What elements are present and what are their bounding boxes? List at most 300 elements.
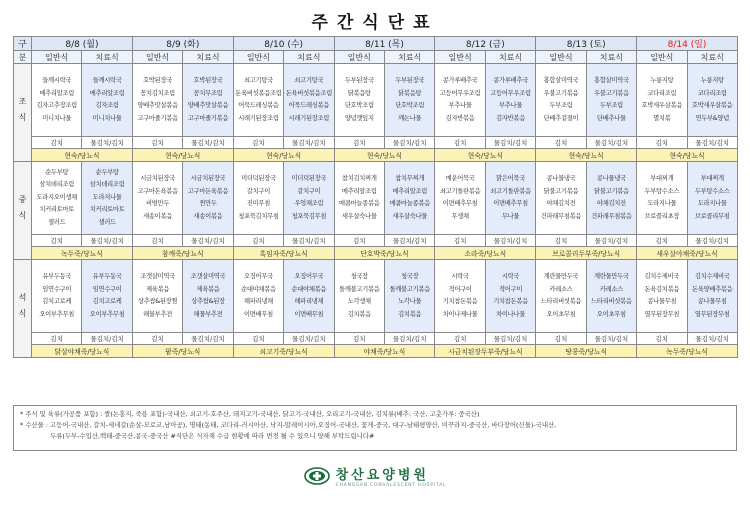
menu-cell-general — [536, 64, 586, 137]
menu-item: 김자반볶음 — [496, 114, 525, 122]
kimchi-special: 물김치/김치 — [687, 333, 737, 345]
menu-cell-general — [233, 162, 283, 235]
kimchi-special: 물김치/김치 — [687, 137, 737, 149]
menu-item: 김자반볶음 — [445, 114, 475, 122]
menu-item: 차이나나물 — [496, 310, 525, 318]
kimchi-special: 물김치/김치 — [82, 235, 132, 247]
menu-cell-general — [132, 162, 182, 235]
menu-item: 시래기된장조림 — [288, 114, 330, 122]
menu-item: 김치볶음 — [398, 310, 422, 318]
porridge-cell: 현숙/당뇨식 — [32, 149, 133, 162]
menu-item: 쇠고기돌판볶음 — [439, 187, 481, 195]
menu-item: 김치고로케 — [92, 298, 122, 305]
menu-item: 카레소스 — [599, 285, 623, 293]
meal-label-text: 석식 — [18, 292, 27, 325]
kimchi-special: 물김치/김치 — [384, 235, 434, 247]
menu-item: 오징어무국 — [243, 273, 273, 280]
menu-item: 메추리알조림 — [341, 187, 377, 195]
menu-item: 카레소스 — [549, 285, 573, 293]
menu-item: 노각나물 — [398, 298, 422, 305]
menu-item: 노각생채 — [347, 298, 371, 305]
diet-type-special: 치료식 — [687, 51, 737, 64]
kimchi-general: 김치 — [334, 235, 384, 247]
menu-item: 브로콜리무침 — [694, 212, 730, 220]
menu-cell-general — [334, 162, 384, 235]
kimchi-row — [14, 235, 738, 247]
menu-cell-general — [32, 64, 82, 137]
diet-type-general: 일반식 — [637, 51, 687, 64]
menu-item: 콩나물무침 — [647, 298, 677, 305]
diet-type-special: 치료식 — [284, 51, 334, 64]
kimchi-special: 물김치/김치 — [485, 333, 535, 345]
menu-item: 쇠고기돌판볶음 — [490, 187, 531, 195]
menu-item: 홍합살미역국 — [543, 77, 579, 84]
menu-item: 우불고기볶음 — [594, 89, 629, 97]
menu-cell-general — [435, 260, 485, 333]
menu-item: 해파리냉채 — [294, 298, 324, 305]
porridge-cell: 쇠고기죽/당뇨식 — [233, 345, 334, 358]
menu-item: 새송이볶음 — [193, 212, 223, 220]
menu-item: 오이초무침 — [596, 310, 626, 318]
origin-notes — [13, 405, 737, 451]
menu-item: 유부두동국 — [92, 273, 122, 280]
menu-item: 매콤마늘종볶음 — [339, 200, 380, 207]
diet-type-special: 치료식 — [485, 51, 535, 64]
menu-item: 시래기된장조림 — [238, 114, 279, 122]
menu-item: 고등어무우조림 — [439, 89, 481, 97]
menu-item: 김자고추장조림 — [36, 102, 77, 109]
menu-item: 새우살숙나물 — [341, 212, 377, 220]
menu-item: 쇠고기탕국 — [243, 77, 273, 84]
menu-item: 단호박조림 — [395, 102, 425, 109]
menu-cell-special — [384, 260, 434, 333]
menu-item: 도라지나물 — [647, 200, 677, 207]
menu-item: 차이나제나물 — [442, 310, 478, 318]
porridge-cell: 새우살야채죽/당뇨식 — [637, 247, 738, 260]
menu-item: 닭불고기볶음 — [594, 187, 629, 195]
kimchi-special: 물김치/김치 — [284, 137, 334, 149]
menu-cell-special — [586, 260, 636, 333]
porridge-cell: 녹두죽/당뇨식 — [32, 247, 133, 260]
menu-item: 건파래무침볶음 — [591, 212, 632, 220]
menu-item: 상추쌈&된장 — [191, 298, 225, 305]
day-weekday: (월) — [82, 40, 99, 50]
hospital-logo-icon — [304, 467, 330, 485]
menu-item: 해파리냉채 — [243, 298, 273, 305]
menu-item: 무나물 — [501, 212, 520, 220]
menu-item: 우불고기볶음 — [543, 89, 579, 97]
menu-item: 진미무침 — [246, 200, 270, 207]
menu-item: 청국장 — [401, 273, 419, 280]
menu-item: 임연수구이 — [42, 285, 72, 293]
menu-item: 이면배추무침 — [493, 200, 528, 207]
menu-item: 청국장 — [350, 273, 368, 280]
menu-item: 부추나물 — [498, 102, 523, 109]
menu-cell-special — [687, 162, 737, 235]
menu-item: 호박된장국 — [143, 77, 173, 84]
kimchi-general: 김치 — [435, 333, 485, 345]
menu-item: 청포묵김무침 — [291, 212, 327, 220]
menu-cell-special — [284, 64, 334, 137]
kimchi-general: 김치 — [334, 137, 384, 149]
day-date: 8/11 — [365, 40, 386, 50]
menu-item: 기치참돈볶음 — [493, 298, 528, 305]
menu-cell-special — [384, 64, 434, 137]
menu-cell-special — [384, 162, 434, 235]
meal-label-text: 중식 — [18, 194, 27, 227]
kimchi-row — [14, 137, 738, 149]
diet-type-special: 치료식 — [183, 51, 233, 64]
meal-label — [14, 162, 32, 260]
menu-item: 시금치된장국 — [140, 175, 175, 182]
diet-type-general: 일반식 — [435, 51, 485, 64]
menu-item: 두부된장국 — [395, 77, 425, 84]
menu-item: 돌깨불고기볶음 — [389, 285, 430, 293]
menu-item: 순두부탕 — [95, 168, 119, 176]
day-header — [637, 37, 738, 51]
kimchi-special: 물김치/김치 — [284, 333, 334, 345]
menu-item: 열무된장무침 — [694, 310, 730, 318]
menu-item: 우엉채조림 — [294, 200, 324, 207]
menu-item: 오이부추무침 — [39, 310, 75, 318]
menu-item: 새송이볶음 — [143, 212, 173, 220]
menu-item: 야채김치전 — [596, 200, 626, 207]
menu-item: 부추나물 — [448, 102, 472, 109]
menu-item: 두부된장국 — [344, 77, 374, 84]
day-header — [435, 37, 536, 51]
menu-item: 치커리토마토 — [89, 206, 125, 214]
menu-item: 호박된장국 — [193, 77, 223, 84]
menu-item: 미니치나물 — [92, 114, 122, 122]
menu-item: 메추리알조림 — [392, 187, 428, 195]
menu-item: 샐러드 — [98, 218, 116, 226]
porridge-cell: 브로콜리두부죽/당뇨식 — [536, 247, 637, 260]
diet-type-general: 일반식 — [132, 51, 182, 64]
diet-type-general: 일반식 — [32, 51, 82, 64]
menu-cell-special — [586, 162, 636, 235]
menu-item: 순대야채볶음 — [241, 285, 276, 293]
menu-item: 고구마줄기볶음 — [187, 114, 229, 122]
meal-items-row — [14, 162, 738, 235]
menu-item: 조갯살미역국 — [140, 273, 175, 280]
menu-item: 갈치구이 — [246, 187, 270, 195]
porridge-cell: 참깨죽/당뇨식 — [132, 247, 233, 260]
porridge-row — [14, 345, 738, 358]
menu-item: 김치고로케 — [42, 298, 72, 305]
porridge-cell: 흑임자죽/당뇨식 — [233, 247, 334, 260]
menu-cell-general — [32, 162, 82, 235]
menu-cell-special — [82, 260, 132, 333]
porridge-cell: 현숙/당뇨식 — [334, 149, 435, 162]
porridge-cell: 현숙/당뇨식 — [536, 149, 637, 162]
day-weekday: (일) — [690, 40, 707, 50]
day-weekday: (화) — [183, 40, 200, 50]
menu-item: 양배추맛살볶음 — [187, 102, 229, 109]
menu-item: 무생채 — [451, 212, 469, 220]
kimchi-special: 물김치/김치 — [485, 235, 535, 247]
menu-item: 호박새우살볶음 — [691, 102, 733, 109]
menu-cell-general — [637, 64, 687, 137]
menu-item: 이면배무침 — [294, 310, 324, 318]
menu-item: 돈육버섯볶음조림 — [285, 89, 332, 97]
menu-cell-general — [435, 162, 485, 235]
day-date: 8/14 — [667, 40, 688, 50]
menu-item: 부대찌개 — [700, 175, 724, 182]
menu-item: 건파래무침볶음 — [540, 212, 582, 220]
porridge-cell: 팥죽/당뇨식 — [132, 345, 233, 358]
diet-type-special: 치료식 — [384, 51, 434, 64]
kimchi-special: 물김치/김치 — [687, 235, 737, 247]
kimchi-special: 물김치/김치 — [82, 137, 132, 149]
menu-cell-general — [233, 64, 283, 137]
kimchi-general: 김치 — [32, 333, 82, 345]
kimchi-general: 김치 — [637, 235, 687, 247]
day-header — [536, 37, 637, 51]
porridge-cell: 녹두죽/당뇨식 — [637, 345, 738, 358]
menu-item: 야채김치전 — [546, 200, 576, 207]
menu-item: 제육볶음 — [146, 285, 170, 293]
menu-cell-special — [183, 260, 233, 333]
menu-cell-general — [132, 260, 182, 333]
kimchi-general: 김치 — [132, 137, 182, 149]
kimchi-special: 물김치/김치 — [82, 333, 132, 345]
menu-item: 매운어묵국 — [445, 175, 475, 182]
meal-items-row — [14, 260, 738, 333]
diet-type-special: 치료식 — [586, 51, 636, 64]
menu-item: 느타리버섯볶음 — [540, 298, 582, 305]
kimchi-special: 물김치/김치 — [183, 333, 233, 345]
hospital-name: 창산요양병원 — [335, 468, 429, 483]
menu-cell-special — [82, 64, 132, 137]
menu-item: 코다리조림 — [697, 89, 727, 97]
menu-cell-special — [284, 260, 334, 333]
menu-item: 조갯살미역국 — [190, 273, 226, 280]
menu-item: 이면배무침 — [243, 310, 273, 318]
menu-item: 어묵드레싱볶음 — [238, 102, 279, 109]
menu-item: 두부조림 — [599, 102, 623, 109]
kimchi-general: 김치 — [32, 235, 82, 247]
kimchi-special: 물김치/김치 — [384, 137, 434, 149]
menu-item: 양념깻잎지 — [344, 114, 374, 122]
porridge-row — [14, 247, 738, 260]
menu-cell-general — [32, 260, 82, 333]
menu-item: 김치수제비국 — [694, 273, 730, 280]
menu-item: 들깨시락국 — [42, 77, 72, 84]
weekly-menu-table — [13, 36, 738, 358]
porridge-cell: 현숙/당뇨식 — [132, 149, 233, 162]
menu-cell-special — [687, 64, 737, 137]
menu-item: 기치참돈볶음 — [442, 298, 478, 305]
menu-cell-general — [334, 64, 384, 137]
menu-item: 고구마줄기볶음 — [137, 114, 178, 122]
menu-item: 오이초무침 — [546, 310, 576, 318]
menu-item: 멸치볶 — [653, 114, 671, 122]
kimchi-special: 물김치/김치 — [586, 235, 636, 247]
menu-cell-special — [284, 162, 334, 235]
menu-item: 치커리토마토 — [39, 206, 75, 214]
diet-type-row — [14, 51, 738, 64]
porridge-cell: 닭살야채죽/당뇨식 — [32, 345, 133, 358]
kimchi-general: 김치 — [536, 333, 586, 345]
menu-item: 오이부추무침 — [89, 310, 125, 318]
menu-item: 미더덕된장국 — [241, 175, 276, 182]
menu-cell-general — [334, 260, 384, 333]
kimchi-special: 물김치/김치 — [284, 235, 334, 247]
menu-item: 찐만두 — [199, 200, 217, 207]
menu-item: 미더덕된장국 — [291, 175, 327, 182]
menu-cell-general — [637, 162, 687, 235]
kimchi-special: 물김치/김치 — [183, 235, 233, 247]
meal-label — [14, 260, 32, 358]
menu-item: 도라지오이생채 — [36, 193, 77, 201]
menu-item: 오징어무국 — [294, 273, 324, 280]
kimchi-general: 김치 — [637, 137, 687, 149]
meal-items-row — [14, 64, 738, 137]
kimchi-general: 김치 — [637, 333, 687, 345]
menu-cell-special — [485, 64, 535, 137]
menu-item: 느타리버섯볶음 — [591, 298, 632, 305]
menu-item: 고등어무우조림 — [490, 89, 531, 97]
note-line: * 수산물 : 고등어-국내산, 갈치-세네갈(순살-모로코,남아공), 명태(동태, 코다리-러시아산, 낙지-말레이시아,오징어-국내산, 꽃게-중국, 대구-남태평양산, 미꾸라지-중국산, 바다장어(신물)-국내산, — [20, 421, 557, 429]
menu-cell-special — [183, 64, 233, 137]
menu-item: 돌깨불고기볶음 — [339, 285, 380, 293]
day-header — [32, 37, 133, 51]
menu-cell-general — [536, 162, 586, 235]
menu-item: 시금치된장국 — [190, 175, 226, 182]
kimchi-general: 김치 — [435, 235, 485, 247]
day-date: 8/10 — [264, 40, 285, 50]
porridge-cell: 시금치된장두부죽/당뇨식 — [435, 345, 536, 358]
menu-item: 열무된장무침 — [644, 310, 680, 318]
day-date: 8/9 — [166, 40, 181, 50]
menu-item: 새우살숙나물 — [392, 212, 428, 220]
menu-item: 누룽지탕 — [700, 77, 724, 84]
menu-item: 메추리알조림 — [89, 89, 125, 97]
menu-item: 단호박조림 — [344, 102, 374, 109]
menu-item: 콩나물냉국 — [546, 175, 576, 182]
menu-item: 브로콜리초장 — [644, 212, 680, 220]
menu-item: 들깨시락국 — [92, 77, 122, 84]
menu-item: 단배추나물 — [596, 114, 626, 122]
menu-cell-special — [586, 64, 636, 137]
day-weekday: (수) — [287, 40, 304, 50]
menu-cell-special — [183, 162, 233, 235]
day-date: 8/13 — [566, 40, 587, 50]
day-header — [132, 37, 233, 51]
porridge-cell: 현숙/당뇨식 — [435, 149, 536, 162]
note-line: * 주식 및 육류(가공품 포함) : 쌀(논홍지, 죽용 포함)-국내산, 쇠고기-호주산, 돼지고기-국내산, 닭고기-국내산, 오리고기-국내산, 김치류(배추: 국산, 고춧가루: 중국산) — [20, 410, 480, 418]
meal-label-text: 조식 — [18, 96, 27, 129]
hospital-name-en: CHANGSAN CONVALESCENT HOSPITAL — [335, 483, 447, 488]
menu-item: 샐러드 — [48, 218, 66, 226]
menu-item: 단배추겉절이 — [543, 114, 579, 122]
menu-item: 참치무찌개 — [395, 175, 425, 182]
kimchi-special: 물김치/김치 — [586, 137, 636, 149]
menu-item: 도라지나물 — [92, 193, 122, 201]
menu-item: 쇠고기탕국 — [294, 77, 324, 84]
kimchi-special: 물김치/김치 — [586, 333, 636, 345]
menu-item: 삼치데리조림 — [89, 181, 125, 189]
menu-item: 닭볶음탕 — [398, 89, 422, 97]
menu-item: 콩나물무침 — [697, 298, 727, 305]
menu-item: 고구마돈육볶음 — [137, 187, 178, 195]
kimchi-special: 물김치/김치 — [485, 137, 535, 149]
menu-item: 김치수제비국 — [644, 273, 680, 280]
porridge-cell: 현숙/당뇨식 — [233, 149, 334, 162]
menu-item: 깨논나물 — [398, 114, 422, 122]
menu-item: 갈치구이 — [297, 187, 321, 195]
menu-item: 삼치데리조림 — [39, 181, 75, 189]
menu-item: 김자조림 — [95, 102, 119, 109]
menu-cell-general — [435, 64, 485, 137]
menu-item: 콩가루배추국 — [493, 77, 528, 84]
menu-item: 두부탕수소스 — [694, 187, 730, 195]
menu-cell-general — [233, 260, 283, 333]
menu-item: 김치볶음 — [347, 310, 371, 318]
menu-item: 도라지나물 — [697, 200, 727, 207]
kimchi-general: 김치 — [233, 137, 283, 149]
kimchi-general: 김치 — [334, 333, 384, 345]
kimchi-special: 물김치/김치 — [384, 333, 434, 345]
menu-item: 적어구이 — [498, 285, 523, 293]
porridge-cell: 단호박죽/당뇨식 — [334, 247, 435, 260]
menu-item: 양배추맛살볶음 — [137, 102, 178, 109]
menu-item: 돈육양배추볶음 — [691, 285, 733, 293]
menu-item: 돈육버섯볶음조림 — [235, 89, 282, 97]
menu-item: 비빔만두 — [146, 200, 170, 207]
day-weekday: (금) — [489, 40, 505, 50]
menu-item: 콩나물냉국 — [596, 175, 626, 182]
menu-item: 꽁치김치조림 — [140, 89, 175, 97]
menu-item: 홍합살미역국 — [594, 77, 629, 84]
menu-item: 고구마돈육볶음 — [187, 187, 229, 195]
kimchi-general: 김치 — [132, 333, 182, 345]
diet-type-general: 일반식 — [536, 51, 586, 64]
corner-label: 구 — [14, 37, 32, 51]
day-header — [233, 37, 334, 51]
menu-cell-general — [536, 260, 586, 333]
menu-item: 꽁치무조림 — [193, 89, 223, 97]
menu-item: 계란물만두국 — [594, 273, 629, 280]
menu-item: 해물부추전 — [193, 310, 223, 318]
menu-cell-special — [687, 260, 737, 333]
day-weekday: (목) — [388, 40, 404, 50]
menu-item: 두부조림 — [549, 102, 573, 109]
kimchi-general: 김치 — [233, 333, 283, 345]
kimchi-row — [14, 333, 738, 345]
menu-item: 맑은어묵국 — [496, 175, 525, 182]
menu-item: 닭볶음탕 — [347, 89, 371, 97]
menu-item: 매콤마늘종볶음 — [389, 200, 430, 207]
note-line: 두류(두부-수입산,백태-중국산,콩국-중국산 #식단은 식자재 수급 현황에 따라 변경 될 수 있으니 양해 부탁드립니다# — [50, 432, 375, 440]
day-header — [334, 37, 435, 51]
diet-type-general: 일반식 — [334, 51, 384, 64]
kimchi-general: 김치 — [435, 137, 485, 149]
day-weekday: (토) — [589, 40, 606, 50]
menu-item: 미니치나물 — [42, 114, 72, 122]
porridge-row — [14, 149, 738, 162]
kimchi-general: 김치 — [132, 235, 182, 247]
menu-item: 호박새우살볶음 — [641, 102, 683, 109]
day-date: 8/8 — [65, 40, 80, 50]
menu-cell-general — [637, 260, 687, 333]
day-date: 8/12 — [465, 40, 487, 50]
menu-item: 이면배추무침 — [442, 200, 478, 207]
kimchi-general: 김치 — [233, 235, 283, 247]
menu-cell-general — [132, 64, 182, 137]
menu-item: 부대찌개 — [650, 175, 674, 182]
diet-type-general: 일반식 — [233, 51, 283, 64]
